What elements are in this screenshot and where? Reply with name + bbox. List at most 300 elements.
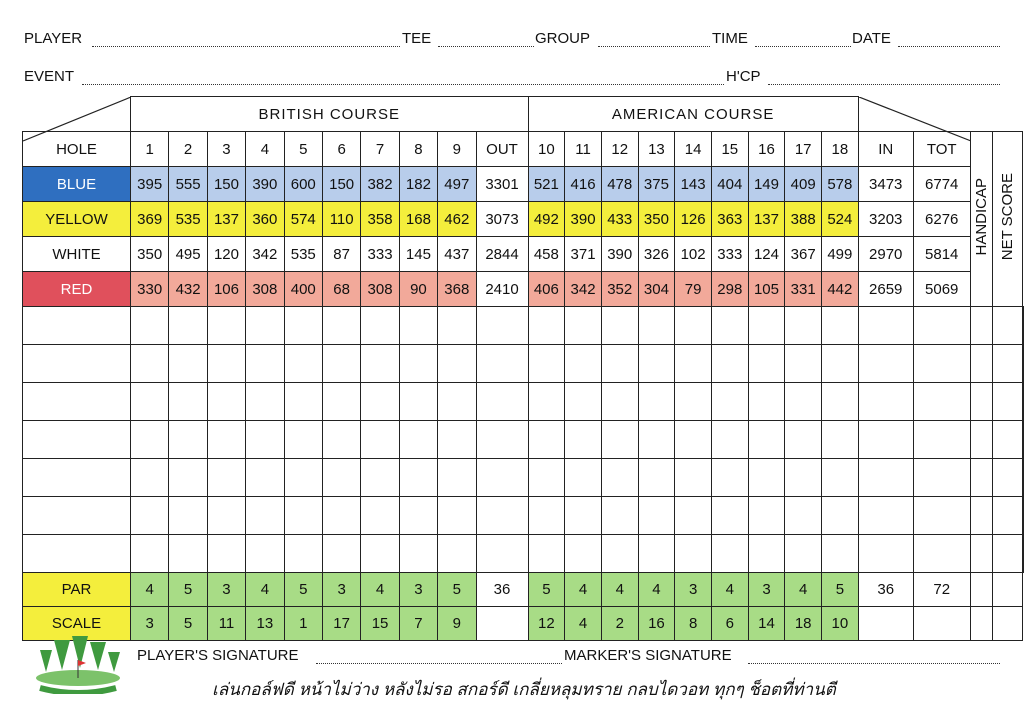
net-score-cell[interactable] xyxy=(992,573,1022,607)
score-cell[interactable] xyxy=(913,307,970,345)
score-cell[interactable] xyxy=(438,383,476,421)
score-cell[interactable] xyxy=(246,535,284,573)
score-cell[interactable] xyxy=(601,307,638,345)
handicap-cell[interactable] xyxy=(970,607,992,641)
scale-cell: 4 xyxy=(565,607,602,641)
scale-cell: 1 xyxy=(284,607,322,641)
score-cell[interactable] xyxy=(992,421,1022,459)
score-cell[interactable] xyxy=(528,307,565,345)
yardage-cell: 462 xyxy=(438,202,476,237)
yardage-cell: 578 xyxy=(822,167,859,202)
score-cell[interactable] xyxy=(913,535,970,573)
score-cell[interactable] xyxy=(361,383,399,421)
out-yardage: 3301 xyxy=(476,167,528,202)
score-cell[interactable] xyxy=(207,345,245,383)
yardage-cell: 120 xyxy=(207,237,245,272)
yardage-cell: 395 xyxy=(131,167,169,202)
score-cell[interactable] xyxy=(476,535,528,573)
yardage-cell: 369 xyxy=(131,202,169,237)
score-cell[interactable] xyxy=(675,345,712,383)
score-cell[interactable] xyxy=(207,497,245,535)
score-cell[interactable] xyxy=(528,497,565,535)
score-cell[interactable] xyxy=(858,421,913,459)
score-cell[interactable] xyxy=(785,459,822,497)
par-cell: 4 xyxy=(131,573,169,607)
score-cell[interactable] xyxy=(399,459,437,497)
yardage-cell: 371 xyxy=(565,237,602,272)
score-cell[interactable] xyxy=(131,345,169,383)
score-cell[interactable] xyxy=(476,307,528,345)
score-cell[interactable] xyxy=(970,421,992,459)
score-cell[interactable] xyxy=(675,383,712,421)
score-cell[interactable] xyxy=(913,383,970,421)
total-par: 72 xyxy=(913,573,970,607)
handicap-column xyxy=(970,132,992,307)
score-cell[interactable] xyxy=(476,345,528,383)
score-cell[interactable] xyxy=(601,345,638,383)
score-cell[interactable] xyxy=(992,459,1022,497)
score-cell[interactable] xyxy=(361,345,399,383)
yardage-cell: 524 xyxy=(822,202,859,237)
score-cell[interactable] xyxy=(638,383,675,421)
score-cell[interactable] xyxy=(675,497,712,535)
score-cell[interactable] xyxy=(246,497,284,535)
score-cell[interactable] xyxy=(438,421,476,459)
score-cell[interactable] xyxy=(528,459,565,497)
score-cell[interactable] xyxy=(711,459,748,497)
score-cell[interactable] xyxy=(675,459,712,497)
score-cell[interactable] xyxy=(438,307,476,345)
score-cell[interactable] xyxy=(246,421,284,459)
scale-cell: 18 xyxy=(785,607,822,641)
score-cell[interactable] xyxy=(207,421,245,459)
hole-number: 15 xyxy=(711,132,748,167)
yardage-cell: 442 xyxy=(822,272,859,307)
score-cell[interactable] xyxy=(748,535,785,573)
score-cell[interactable] xyxy=(207,383,245,421)
yardage-cell: 367 xyxy=(785,237,822,272)
yardage-cell: 342 xyxy=(565,272,602,307)
par-cell: 3 xyxy=(322,573,360,607)
hole-number: 17 xyxy=(785,132,822,167)
score-cell[interactable] xyxy=(284,307,322,345)
out-yardage: 2844 xyxy=(476,237,528,272)
yardage-cell: 360 xyxy=(246,202,284,237)
score-cell[interactable] xyxy=(169,383,207,421)
score-cell[interactable] xyxy=(438,459,476,497)
score-cell[interactable] xyxy=(822,421,859,459)
handicap-label: HANDICAP xyxy=(972,178,990,256)
score-cell[interactable] xyxy=(785,497,822,535)
score-cell[interactable] xyxy=(748,383,785,421)
yardage-cell: 308 xyxy=(361,272,399,307)
par-cell: 3 xyxy=(207,573,245,607)
yardage-cell: 404 xyxy=(711,167,748,202)
player-score-row xyxy=(23,421,1024,459)
score-cell[interactable] xyxy=(822,345,859,383)
score-cell[interactable] xyxy=(913,421,970,459)
date-line[interactable] xyxy=(898,46,1000,47)
group-label: GROUP xyxy=(535,30,591,47)
yardage-cell: 368 xyxy=(438,272,476,307)
score-cell[interactable] xyxy=(528,383,565,421)
score-cell[interactable] xyxy=(822,497,859,535)
score-cell[interactable] xyxy=(284,459,322,497)
score-cell[interactable] xyxy=(565,383,602,421)
marker-signature-line[interactable] xyxy=(748,663,1000,664)
yardage-cell: 497 xyxy=(438,167,476,202)
score-cell[interactable] xyxy=(399,421,437,459)
hole-number: 9 xyxy=(438,132,476,167)
score-cell[interactable] xyxy=(565,307,602,345)
score-cell[interactable] xyxy=(322,345,360,383)
hcp-label: H'CP xyxy=(726,68,761,85)
score-cell[interactable] xyxy=(858,307,913,345)
score-cell[interactable] xyxy=(207,535,245,573)
score-cell[interactable] xyxy=(361,307,399,345)
score-cell[interactable] xyxy=(399,497,437,535)
player-name-cell[interactable] xyxy=(23,307,131,345)
par-cell: 5 xyxy=(438,573,476,607)
scale-cell: 16 xyxy=(638,607,675,641)
par-cell: 5 xyxy=(528,573,565,607)
yardage-cell: 304 xyxy=(638,272,675,307)
yardage-cell: 124 xyxy=(748,237,785,272)
net-score-label: NET SCORE xyxy=(998,173,1016,261)
score-cell[interactable] xyxy=(748,345,785,383)
score-cell[interactable] xyxy=(528,535,565,573)
scorecard-table xyxy=(22,96,1024,641)
player-name-cell[interactable] xyxy=(23,383,131,421)
score-cell[interactable] xyxy=(675,307,712,345)
player-name-cell[interactable] xyxy=(23,535,131,573)
score-cell[interactable] xyxy=(565,535,602,573)
score-cell[interactable] xyxy=(638,307,675,345)
score-cell[interactable] xyxy=(1022,383,1023,421)
tee-label-white: WHITE xyxy=(23,237,131,272)
par-cell: 3 xyxy=(399,573,437,607)
etiquette-slogan: เล่นกอล์ฟดี หน้าไม่ว่าง หลังไม่รอ สกอร์ดี เกลี่ยหลุมทราย กลบไดวอท ทุกๆ ช็อตที่ท่านตี xyxy=(212,680,836,699)
yardage-cell: 182 xyxy=(399,167,437,202)
score-cell[interactable] xyxy=(858,497,913,535)
score-cell[interactable] xyxy=(169,345,207,383)
score-cell[interactable] xyxy=(638,459,675,497)
scale-cell: 14 xyxy=(748,607,785,641)
date-label: DATE xyxy=(852,30,891,47)
yardage-cell: 478 xyxy=(601,167,638,202)
score-cell[interactable] xyxy=(207,459,245,497)
yardage-cell: 432 xyxy=(169,272,207,307)
yardage-cell: 126 xyxy=(675,202,712,237)
score-cell[interactable] xyxy=(1022,345,1023,383)
yardage-cell: 382 xyxy=(361,167,399,202)
score-cell[interactable] xyxy=(822,307,859,345)
score-cell[interactable] xyxy=(675,535,712,573)
score-cell[interactable] xyxy=(361,535,399,573)
score-cell[interactable] xyxy=(858,535,913,573)
score-cell[interactable] xyxy=(169,307,207,345)
yardage-cell: 358 xyxy=(361,202,399,237)
score-cell[interactable] xyxy=(131,497,169,535)
score-cell[interactable] xyxy=(1022,497,1023,535)
yardage-cell: 600 xyxy=(284,167,322,202)
yardage-cell: 458 xyxy=(528,237,565,272)
player-name-cell[interactable] xyxy=(23,497,131,535)
score-cell[interactable] xyxy=(638,421,675,459)
score-cell[interactable] xyxy=(711,383,748,421)
score-cell[interactable] xyxy=(361,497,399,535)
hole-number: 14 xyxy=(675,132,712,167)
score-cell[interactable] xyxy=(528,345,565,383)
score-cell[interactable] xyxy=(601,497,638,535)
player-line[interactable] xyxy=(92,46,400,47)
score-cell[interactable] xyxy=(1022,421,1023,459)
score-cell[interactable] xyxy=(748,497,785,535)
total-scale-empty xyxy=(913,607,970,641)
score-cell[interactable] xyxy=(601,421,638,459)
score-cell[interactable] xyxy=(322,307,360,345)
group-line[interactable] xyxy=(598,46,710,47)
scale-cell: 10 xyxy=(822,607,859,641)
score-cell[interactable] xyxy=(601,459,638,497)
par-cell: 3 xyxy=(675,573,712,607)
score-cell[interactable] xyxy=(601,535,638,573)
score-cell[interactable] xyxy=(565,345,602,383)
out-yardage: 2410 xyxy=(476,272,528,307)
hole-number: 13 xyxy=(638,132,675,167)
par-cell: 4 xyxy=(785,573,822,607)
score-cell[interactable] xyxy=(131,535,169,573)
corner-diagonal-right xyxy=(859,97,971,142)
score-cell[interactable] xyxy=(438,345,476,383)
scale-cell: 5 xyxy=(169,607,207,641)
score-cell[interactable] xyxy=(711,421,748,459)
out-par: 36 xyxy=(476,573,528,607)
time-line[interactable] xyxy=(755,46,851,47)
hole-number: 11 xyxy=(565,132,602,167)
scale-cell: 9 xyxy=(438,607,476,641)
score-cell[interactable] xyxy=(284,497,322,535)
yardage-cell: 390 xyxy=(565,202,602,237)
yardage-cell: 102 xyxy=(675,237,712,272)
player-score-row xyxy=(23,497,1024,535)
score-cell[interactable] xyxy=(638,535,675,573)
score-cell[interactable] xyxy=(785,383,822,421)
yardage-cell: 150 xyxy=(322,167,360,202)
score-cell[interactable] xyxy=(565,497,602,535)
player-score-row xyxy=(23,345,1024,383)
yardage-cell: 79 xyxy=(675,272,712,307)
score-cell[interactable] xyxy=(131,421,169,459)
score-cell[interactable] xyxy=(970,535,992,573)
score-cell[interactable] xyxy=(284,345,322,383)
score-cell[interactable] xyxy=(601,383,638,421)
hole-number: 7 xyxy=(361,132,399,167)
tee-line[interactable] xyxy=(438,46,534,47)
par-cell: 3 xyxy=(748,573,785,607)
score-cell[interactable] xyxy=(711,345,748,383)
hole-number: 10 xyxy=(528,132,565,167)
score-cell[interactable] xyxy=(322,383,360,421)
net-score-cell[interactable] xyxy=(992,607,1022,641)
score-cell[interactable] xyxy=(565,459,602,497)
score-cell[interactable] xyxy=(399,345,437,383)
par-cell: 4 xyxy=(246,573,284,607)
score-cell[interactable] xyxy=(169,421,207,459)
score-cell[interactable] xyxy=(822,459,859,497)
player-name-cell[interactable] xyxy=(23,459,131,497)
tee-label-blue: BLUE xyxy=(23,167,131,202)
in-par: 36 xyxy=(858,573,913,607)
tee-row-blue xyxy=(23,167,1024,202)
yardage-cell: 106 xyxy=(207,272,245,307)
score-cell[interactable] xyxy=(913,497,970,535)
yardage-cell: 298 xyxy=(711,272,748,307)
score-cell[interactable] xyxy=(785,535,822,573)
par-cell: 4 xyxy=(361,573,399,607)
score-cell[interactable] xyxy=(858,345,913,383)
score-cell[interactable] xyxy=(361,459,399,497)
score-cell[interactable] xyxy=(913,345,970,383)
hole-number: 6 xyxy=(322,132,360,167)
total-yardage: 6276 xyxy=(913,202,970,237)
handicap-cell[interactable] xyxy=(970,573,992,607)
score-cell[interactable] xyxy=(246,345,284,383)
yardage-cell: 390 xyxy=(601,237,638,272)
score-cell[interactable] xyxy=(992,535,1022,573)
score-cell[interactable] xyxy=(438,535,476,573)
score-cell[interactable] xyxy=(565,421,602,459)
yardage-cell: 330 xyxy=(131,272,169,307)
yardage-cell: 390 xyxy=(246,167,284,202)
score-cell[interactable] xyxy=(970,383,992,421)
scale-cell: 8 xyxy=(675,607,712,641)
score-cell[interactable] xyxy=(638,345,675,383)
yardage-cell: 409 xyxy=(785,167,822,202)
score-cell[interactable] xyxy=(1022,535,1023,573)
score-cell[interactable] xyxy=(284,421,322,459)
score-cell[interactable] xyxy=(858,383,913,421)
player-name-cell[interactable] xyxy=(23,421,131,459)
score-cell[interactable] xyxy=(284,383,322,421)
yardage-cell: 555 xyxy=(169,167,207,202)
score-cell[interactable] xyxy=(785,307,822,345)
hcp-line[interactable] xyxy=(768,84,1000,85)
score-cell[interactable] xyxy=(1022,459,1023,497)
yardage-cell: 326 xyxy=(638,237,675,272)
score-cell[interactable] xyxy=(476,421,528,459)
scale-cell: 3 xyxy=(131,607,169,641)
hole-number: 3 xyxy=(207,132,245,167)
player-name-cell[interactable] xyxy=(23,345,131,383)
score-cell[interactable] xyxy=(322,535,360,573)
score-cell[interactable] xyxy=(748,421,785,459)
yardage-cell: 150 xyxy=(207,167,245,202)
score-cell[interactable] xyxy=(913,459,970,497)
score-cell[interactable] xyxy=(785,421,822,459)
score-cell[interactable] xyxy=(675,421,712,459)
score-cell[interactable] xyxy=(638,497,675,535)
score-cell[interactable] xyxy=(361,421,399,459)
score-cell[interactable] xyxy=(322,421,360,459)
score-cell[interactable] xyxy=(476,497,528,535)
score-cell[interactable] xyxy=(822,383,859,421)
yardage-cell: 143 xyxy=(675,167,712,202)
par-cell: 4 xyxy=(601,573,638,607)
score-cell[interactable] xyxy=(711,535,748,573)
score-cell[interactable] xyxy=(970,307,992,345)
score-cell[interactable] xyxy=(399,307,437,345)
yardage-cell: 87 xyxy=(322,237,360,272)
score-cell[interactable] xyxy=(169,497,207,535)
score-cell[interactable] xyxy=(399,383,437,421)
score-cell[interactable] xyxy=(711,307,748,345)
score-cell[interactable] xyxy=(992,307,1022,345)
yardage-cell: 535 xyxy=(284,237,322,272)
tee-label: TEE xyxy=(402,30,432,47)
score-cell[interactable] xyxy=(822,535,859,573)
score-cell[interactable] xyxy=(476,459,528,497)
score-cell[interactable] xyxy=(748,307,785,345)
yardage-cell: 350 xyxy=(638,202,675,237)
score-cell[interactable] xyxy=(970,345,992,383)
score-cell[interactable] xyxy=(785,345,822,383)
yardage-cell: 433 xyxy=(601,202,638,237)
event-line[interactable] xyxy=(82,84,724,85)
tee-label-red: RED xyxy=(23,272,131,307)
score-cell[interactable] xyxy=(476,383,528,421)
yardage-cell: 333 xyxy=(711,237,748,272)
score-cell[interactable] xyxy=(207,307,245,345)
score-cell[interactable] xyxy=(169,535,207,573)
score-cell[interactable] xyxy=(246,383,284,421)
marker-signature-label: MARKER'S SIGNATURE xyxy=(564,647,732,664)
score-cell[interactable] xyxy=(528,421,565,459)
hole-number: 1 xyxy=(131,132,169,167)
score-cell[interactable] xyxy=(131,307,169,345)
score-cell[interactable] xyxy=(284,535,322,573)
score-cell[interactable] xyxy=(711,497,748,535)
score-cell[interactable] xyxy=(246,307,284,345)
scale-cell: 11 xyxy=(207,607,245,641)
score-cell[interactable] xyxy=(399,535,437,573)
yardage-cell: 574 xyxy=(284,202,322,237)
score-cell[interactable] xyxy=(322,459,360,497)
score-cell[interactable] xyxy=(169,459,207,497)
score-cell[interactable] xyxy=(970,497,992,535)
score-cell[interactable] xyxy=(858,459,913,497)
hole-number: 18 xyxy=(822,132,859,167)
par-cell: 4 xyxy=(565,573,602,607)
yardage-cell: 416 xyxy=(565,167,602,202)
score-cell[interactable] xyxy=(992,383,1022,421)
score-cell[interactable] xyxy=(992,345,1022,383)
score-cell[interactable] xyxy=(970,459,992,497)
score-cell[interactable] xyxy=(246,459,284,497)
corner-cell-right xyxy=(858,97,970,132)
corner-cell xyxy=(23,97,131,132)
score-cell[interactable] xyxy=(131,383,169,421)
score-cell[interactable] xyxy=(748,459,785,497)
score-cell[interactable] xyxy=(322,497,360,535)
score-cell[interactable] xyxy=(131,459,169,497)
score-cell[interactable] xyxy=(1022,307,1023,345)
yardage-cell: 145 xyxy=(399,237,437,272)
score-cell[interactable] xyxy=(992,497,1022,535)
score-cell[interactable] xyxy=(438,497,476,535)
tot-label: TOT xyxy=(913,132,970,167)
player-signature-line[interactable] xyxy=(316,663,562,664)
